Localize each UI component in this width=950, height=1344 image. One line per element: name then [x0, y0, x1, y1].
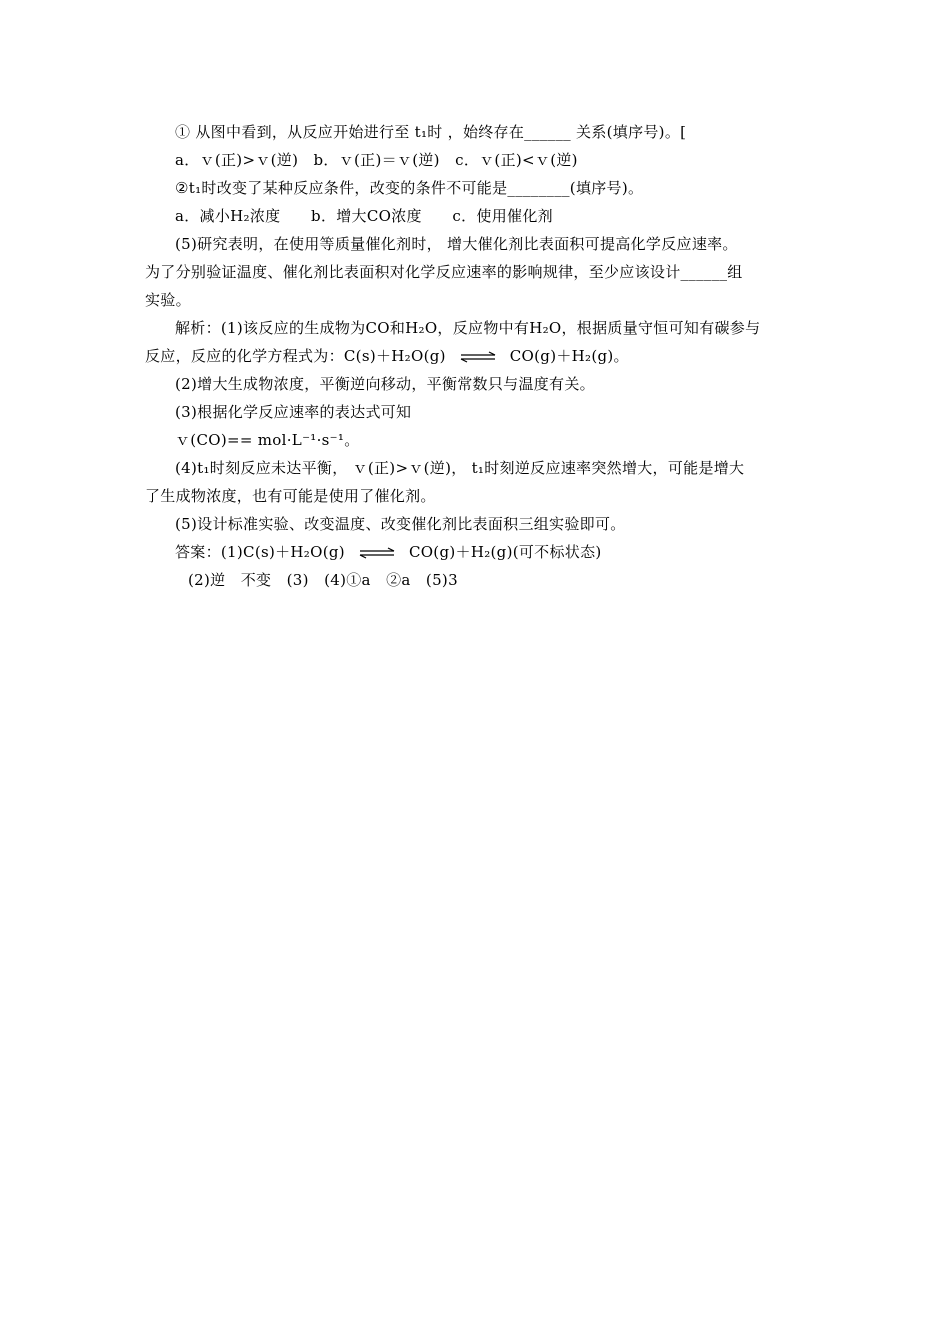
- question-4-part1: ① 从图中看到，从反应开始进行至 t₁时 ，始终存在______ 关系(填序号)。[: [175, 123, 687, 141]
- question-5-line1: (5)研究表明，在使用等质量催化剂时， 增大催化剂比表面积可提高化学反应速率。: [175, 235, 738, 253]
- answer-reactants: 答案：(1)C(s)＋H₂O(g): [175, 543, 345, 561]
- equilibrium-arrow-icon: [359, 547, 395, 559]
- analysis-line5: (5)设计标准实验、改变温度、改变催化剂比表面积三组实验即可。: [175, 515, 626, 533]
- equation-reactants: 反应，反应的化学方程式为：C(s)＋H₂O(g): [145, 347, 446, 365]
- equation-products: CO(g)＋H₂(g)。: [509, 347, 629, 365]
- question-5-line3: 实验。: [145, 291, 191, 309]
- answer-products: CO(g)＋H₂(g)(可不标状态): [408, 543, 602, 561]
- question-5-line2: 为了分别验证温度、催化剂比表面积对化学反应速率的影响规律，至少应该设计______组: [145, 263, 743, 281]
- answer-line1: [175, 542, 602, 562]
- analysis-line4-cont: 了生成物浓度，也有可能是使用了催化剂。: [145, 487, 436, 505]
- answer-line2: (2)逆 不变 (3) (4)①a ②a (5)3: [188, 571, 458, 589]
- analysis-line3: (3)根据化学反应速率的表达式可知: [175, 403, 412, 421]
- analysis-equation-line: [145, 346, 629, 366]
- question-4-part2: ②t₁时改变了某种反应条件，改变的条件不可能是________(填序号)。: [175, 179, 644, 197]
- analysis-line4: (4)t₁时刻反应未达平衡， ｖ(正)>ｖ(逆)， t₁时刻逆反应速率突然增大，可能是增大: [175, 459, 745, 477]
- question-4-part2-options: a．减小H₂浓度 b．增大CO浓度 c．使用催化剂: [175, 207, 553, 225]
- equilibrium-arrow-icon: [460, 351, 496, 363]
- analysis-line2: (2)增大生成物浓度，平衡逆向移动，平衡常数只与温度有关。: [175, 375, 595, 393]
- question-4-part1-options: a．ｖ(正)>ｖ(逆) b．ｖ(正)＝ｖ(逆) c．ｖ(正)<ｖ(逆): [175, 151, 578, 169]
- analysis-line1: 解析：(1)该反应的生成物为CO和H₂O，反应物中有H₂O，根据质量守恒可知有碳参与: [175, 319, 761, 337]
- analysis-rate-expression: ｖ(CO)== mol·L⁻¹·s⁻¹。: [175, 431, 360, 449]
